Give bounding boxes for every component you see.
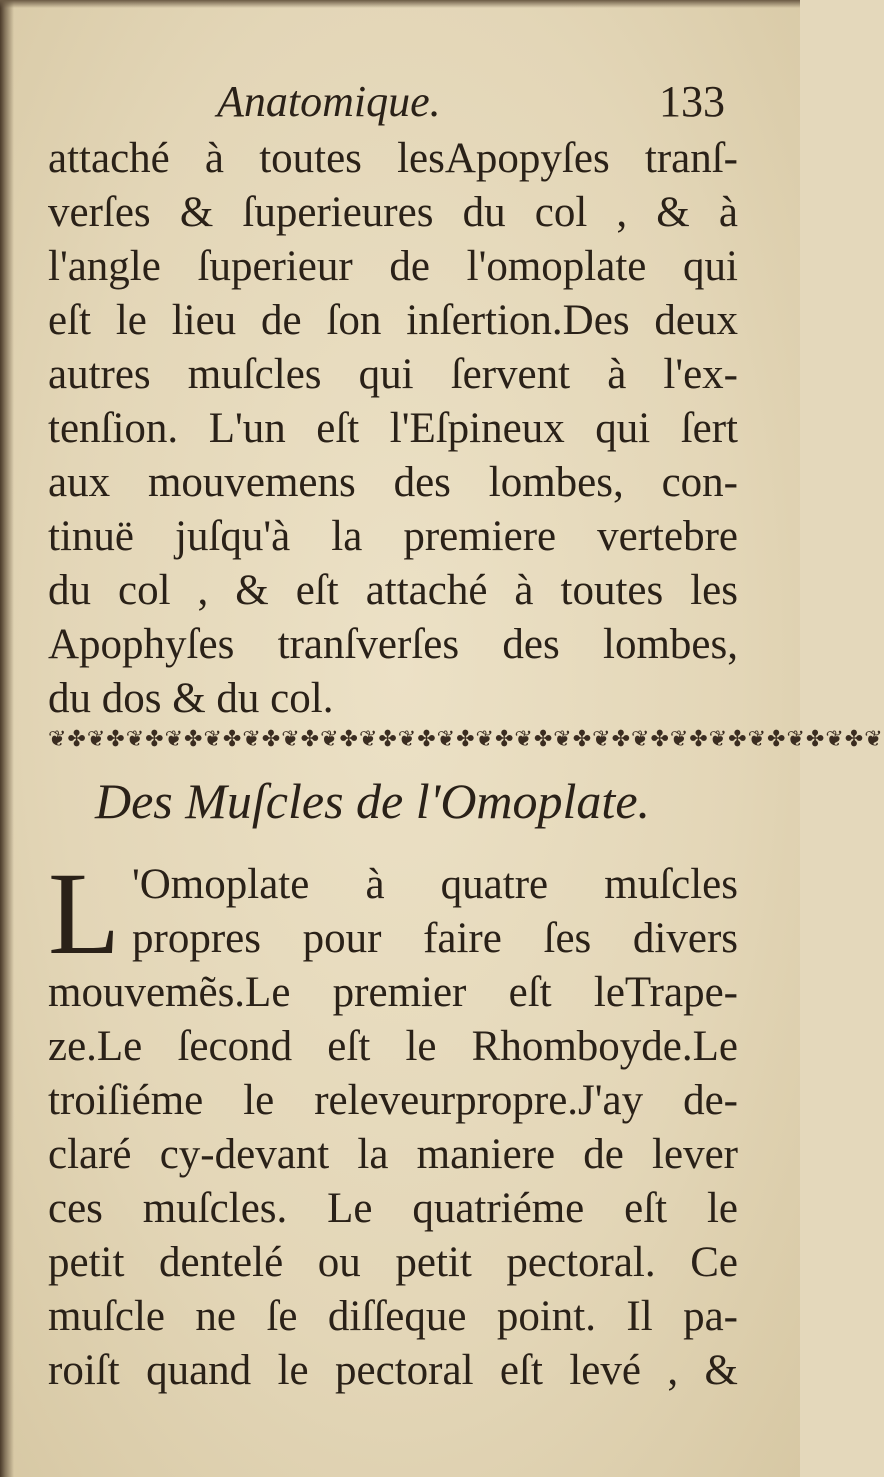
text-line: du col , & eſt attaché à toutes les: [48, 567, 738, 614]
page-gutter-shadow: [0, 0, 14, 1477]
body-text: [48, 132, 738, 726]
page-top-shadow: [0, 0, 800, 8]
text-line: ces muſcles. Le quatriéme eſt le: [48, 1185, 738, 1232]
text-line: 'Omoplate à quatre muſcles: [132, 861, 738, 908]
text-line: l'angle ſuperieur de l'omoplate qui: [48, 243, 738, 290]
text-line: aux mouvemens des lombes, con-: [48, 459, 738, 506]
running-head: [205, 72, 725, 132]
text-line: Apophyſes tranſverſes des lombes,: [48, 621, 738, 668]
text-line: mouvemẽs.Le premier eſt leTrape-: [48, 969, 738, 1016]
text-line: eſt le lieu de ſon inſertion.Des deux: [48, 297, 738, 344]
text-line: attaché à toutes lesApopyſes tranſ-: [48, 135, 738, 182]
text-line: verſes & ſuperieures du col , & à: [48, 189, 738, 236]
section-heading: Des Muſcles de l'Omoplate.: [95, 773, 651, 829]
text-line: troiſiéme le releveurpropre.J'ay de-: [48, 1077, 738, 1124]
text-line: ze.Le ſecond eſt le Rhomboyde.Le: [48, 1023, 738, 1070]
text-line: propres pour faire ſes divers: [132, 915, 738, 962]
section-body: [48, 848, 738, 1398]
text-line: tenſion. L'un eſt l'Eſpineux qui ſert: [48, 405, 738, 452]
text-line: muſcle ne ſe diſſeque point. Il pa-: [48, 1293, 738, 1340]
drop-cap: L: [48, 848, 121, 979]
text-line: du dos & du col.: [48, 675, 334, 722]
text-line: autres muſcles qui ſervent à l'ex-: [48, 351, 738, 398]
running-title: Anatomique.: [217, 77, 441, 126]
text-line: roiſt quand le pectoral eſt levé , &: [48, 1347, 738, 1394]
ornament-rule: ❦✤❦✤❦✤❦✤❦✤❦✤❦✤❦✤❦✤❦✤❦✤❦✤❦✤❦✤❦✤❦✤❦✤❦✤❦✤❦✤❦✤❦: [48, 726, 884, 751]
text-line: petit dentelé ou petit pectoral. Ce: [48, 1239, 738, 1286]
text-line: tinuë juſqu'à la premiere vertebre: [48, 513, 738, 560]
page-number: 133: [659, 77, 725, 126]
text-line: claré cy-devant la maniere de lever: [48, 1131, 738, 1178]
